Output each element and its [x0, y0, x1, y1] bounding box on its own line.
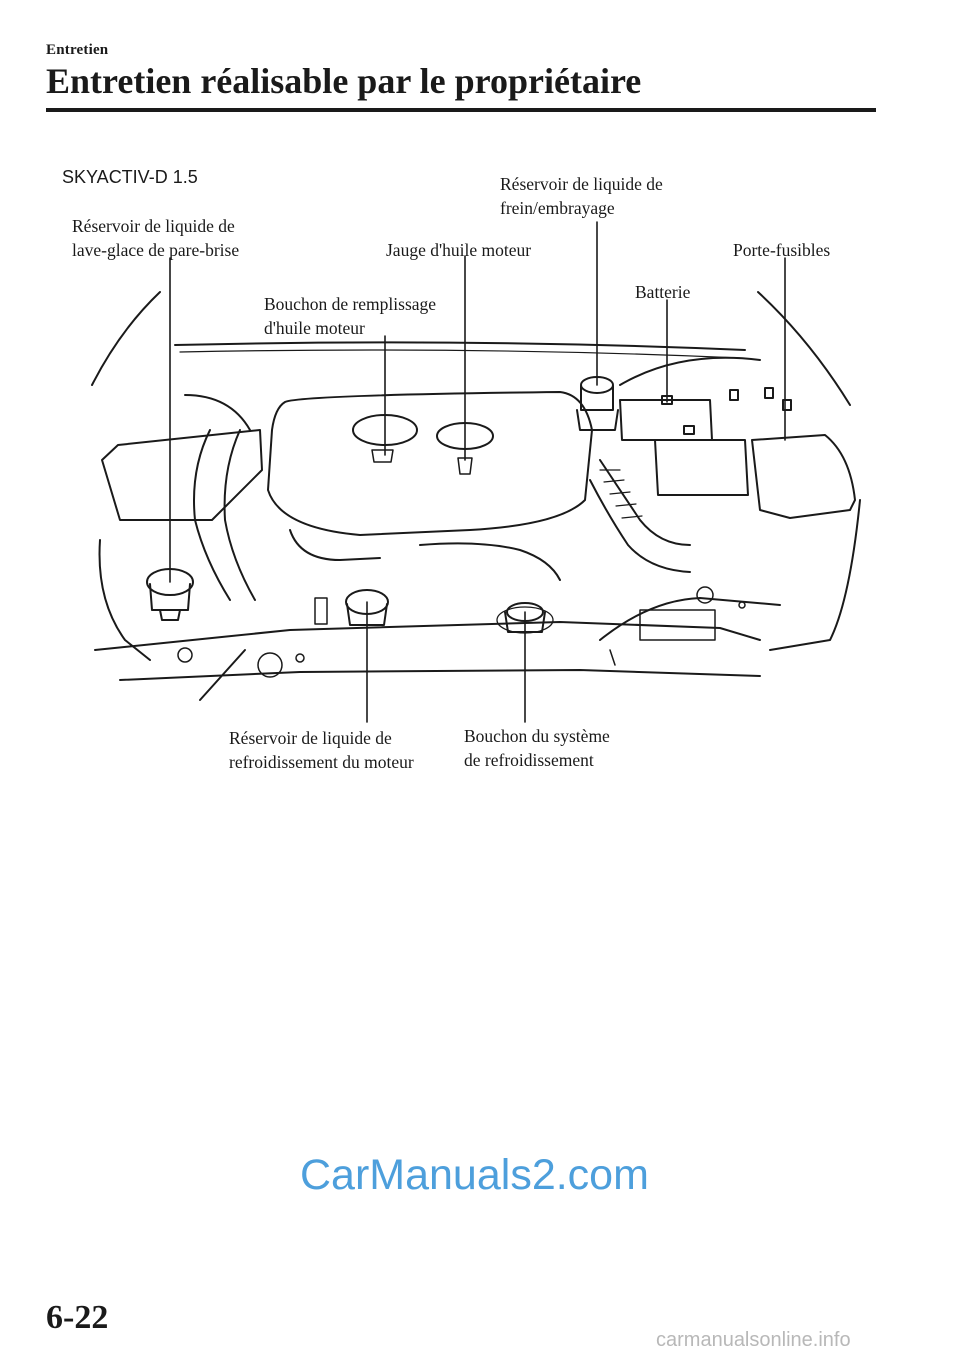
label-line: frein/embrayage — [500, 198, 615, 218]
watermark: CarManuals2.com — [300, 1151, 649, 1199]
section-label: Entretien — [46, 42, 109, 58]
label-oil-dipstick — [386, 238, 531, 262]
label-battery — [635, 280, 690, 304]
intake-hoses — [185, 395, 690, 600]
battery — [620, 358, 760, 495]
label-washer-reservoir — [72, 214, 239, 262]
label-line: Porte-fusibles — [733, 240, 831, 260]
label-brake-reservoir — [500, 172, 663, 220]
label-line: d'huile moteur — [264, 318, 365, 338]
label-line: Jauge d'huile moteur — [386, 240, 532, 260]
watermark-secondary: carmanualsonline.info — [656, 1329, 851, 1351]
label-line: lave-glace de pare-brise — [72, 240, 240, 260]
label-line: Batterie — [635, 282, 691, 302]
engine-cover — [268, 392, 592, 535]
label-line: Réservoir de liquide de — [229, 728, 392, 748]
label-line: Bouchon du système — [464, 726, 610, 746]
label-line: de refroidissement — [464, 750, 594, 770]
label-coolant-reservoir — [229, 726, 414, 774]
callout-leaders — [170, 222, 785, 722]
label-line: Réservoir de liquide de — [500, 174, 663, 194]
page-title: Entretien réalisable par le propriétaire — [46, 61, 642, 101]
page-number: 6-22 — [46, 1299, 109, 1336]
label-oil-filler-cap — [264, 292, 436, 340]
label-line: Réservoir de liquide de — [72, 216, 235, 236]
label-cooling-cap — [464, 724, 610, 772]
label-line: Bouchon de remplissage — [264, 294, 437, 314]
fuse-box — [730, 388, 855, 518]
engine-variant-label: SKYACTIV-D 1.5 — [62, 167, 198, 187]
label-fuse-box — [733, 238, 830, 262]
label-line: refroidissement du moteur — [229, 752, 414, 772]
